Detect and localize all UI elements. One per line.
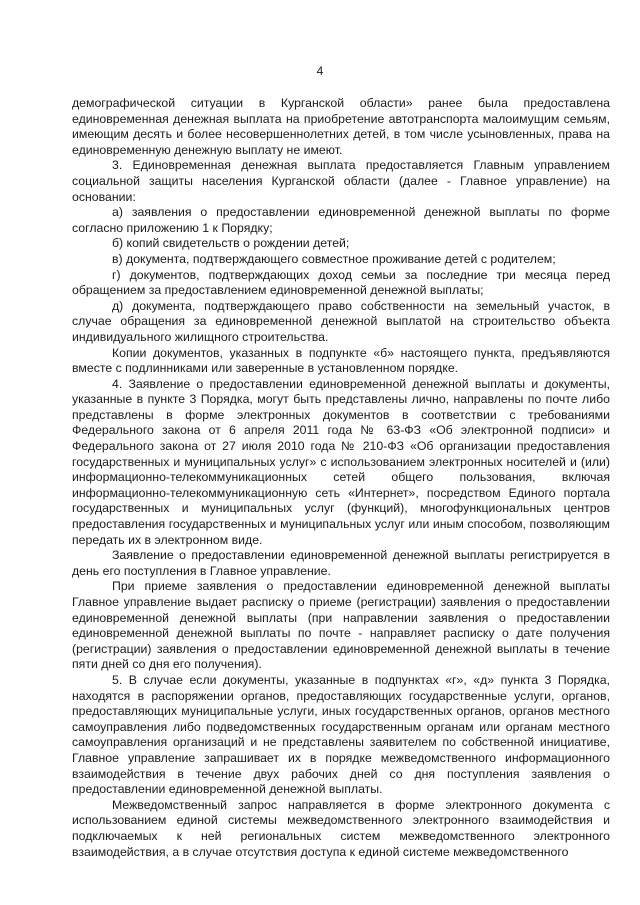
paragraph: в) документа, подтверждающего совместное проживание детей с родителем; (112, 251, 556, 266)
paragraph: При приеме заявления о предоставлении единовременной денежной выплаты Главное управление выдает расписку о приеме (регистрации) заявления о предоставлении единовременной денежной выплаты (при направлении заявления о предоставлении единовременной денежной выплаты по почте - направляет расписку о дате получения (регистрации) заявления о предоставлении единовременной денежной выплаты в течение пяти дней со дня его получения). (72, 579, 610, 672)
paragraph: Межведомственный запрос направляется в форме электронного документа с использованием единой системы межведомственного электронного взаимодействия и подключаемых к ней региональных систем межведомственного электронного взаимодействия, а в случае отсутствия доступа к единой системе межведомственного (72, 797, 610, 859)
paragraph: д) документа, подтверждающего право собственности на земельный участок, в случае обращения за единовременной денежной выплатой на строительство объекта индивидуального жилищного строительства. (72, 298, 610, 344)
paragraph: демографической ситуации в Курганской области» ранее была предоставлена единовременная денежная выплата на приобретение автотранспорта малоимущим семьям, имеющим десять и более несовершеннолетних детей, в том числе усыновленных, права на единовременную денежную выплату не имеют. (72, 96, 610, 157)
document-body (72, 96, 610, 860)
paragraph: 3. Единовременная денежная выплата предоставляется Главным управлением социальной защиты населения Курганской области (далее - Главное управление) на основании: (72, 158, 610, 204)
paragraph: 4. Заявление о предоставлении единовременной денежной выплаты и документы, указанные в пункте 3 Порядка, могут быть представлены лично, направлены по почте либо представлены в форме электронных документов в соответствии с требованиями Федерального закона от 6 апреля 2011 года № 63-ФЗ «Об электронной подписи» и Федерального закона от 27 июля 2010 года № 210-ФЗ «Об организации предоставления государственных и муниципальных услуг» с использованием электронных носителей и (или) информационно-телекоммуникационных сетей общего пользования, включая информационно-телекоммуникационную сеть «Интернет», посредством Единого портала государственных и муниципальных услуг (функций), многофункциональных центров предоставления государственных и муниципальных услуг или иным способом, позволяющим передать их в электронном виде. (72, 376, 610, 547)
paragraph: Заявление о предоставлении единовременной денежной выплаты регистрируется в день его поступления в Главное управление. (72, 548, 610, 578)
paragraph: Копии документов, указанных в подпункте «б» настоящего пункта, предъявляются вместе с подлинниками или заверенные в установленном порядке. (72, 345, 610, 376)
paragraph: 5. В случае если документы, указанные в подпунктах «г», «д» пункта 3 Порядка, находятся в распоряжении органов, предоставляющих государственные услуги, органов, предоставляющих муниципальные услуги, иных государственных органов, органов местного самоуправления либо подведомственных государственным органам или органам местного самоуправления организаций и не представлены заявителем по собственной инициативе, Главное управление запрашивает их в порядке межведомственного информационного взаимодействия в течение двух рабочих дней со дня поступления заявления о предоставлении единовременной денежной выплаты. (72, 672, 610, 797)
paragraph: б) копий свидетельств о рождении детей; (112, 236, 350, 251)
paragraph: а) заявления о предоставлении единовременной денежной выплаты по форме согласно приложению 1 к Порядку; (72, 205, 610, 235)
page-number: 4 (316, 64, 324, 78)
paragraph: г) документов, подтверждающих доход семьи за последние три месяца перед обращением за предоставлением единовременной денежной выплаты; (72, 267, 610, 298)
